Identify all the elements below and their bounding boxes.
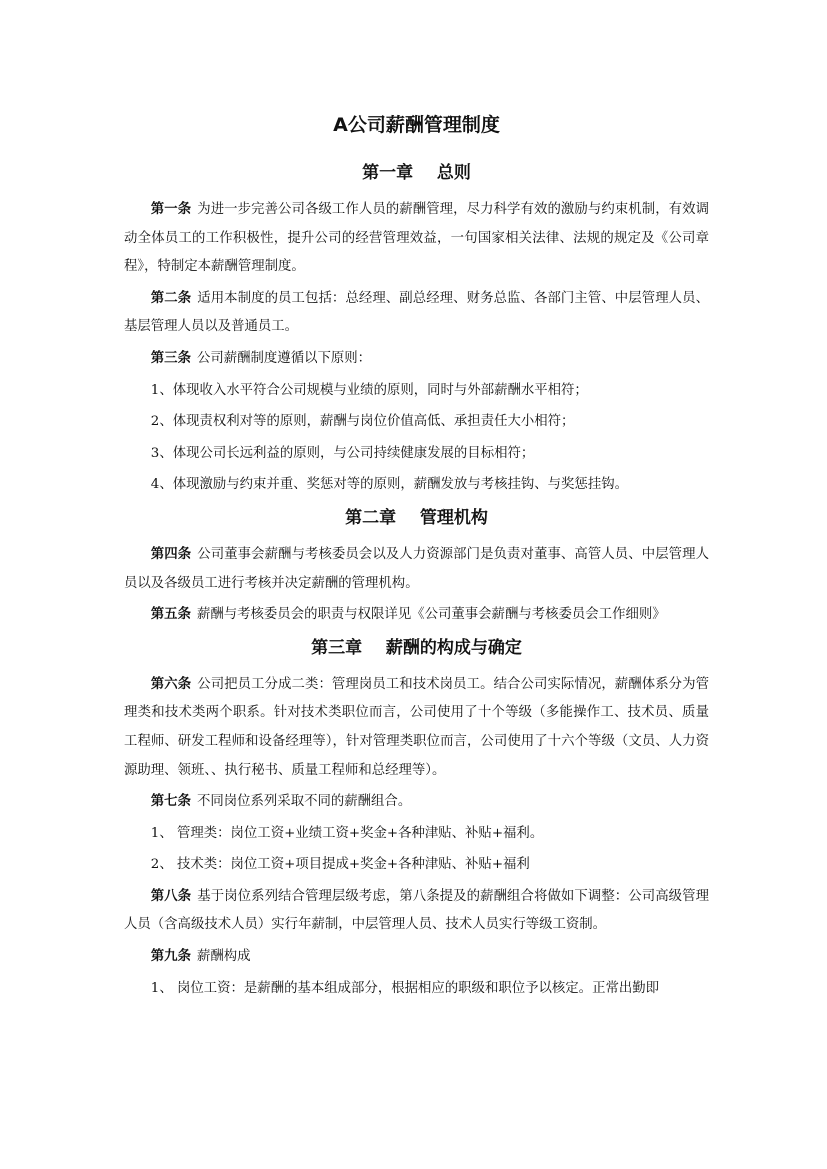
- article-3-item-3: 3、体现公司长远利益的原则，与公司持续健康发展的目标相符；: [150, 445, 535, 461]
- article-3-item-2: 2、体现责权利对等的原则，薪酬与岗位价值高低、承担责任大小相符；: [150, 414, 575, 430]
- chapter-heading-2: 第二章 管理机构: [345, 507, 488, 528]
- article-2: [124, 285, 709, 342]
- article-4-label: 第四条: [150, 546, 192, 562]
- article-7-item-1: 1、 管理类：岗位工资+业绩工资+奖金+各种津贴、补贴+福利。: [150, 825, 544, 841]
- article-8: [124, 883, 709, 940]
- article-9: [124, 943, 709, 972]
- article-3-item-4: 4、体现激励与约束并重、奖惩对等的原则，薪酬发放与考核挂钩、与奖惩挂钩。: [150, 477, 628, 493]
- article-7-label: 第七条: [150, 794, 191, 810]
- article-1: [124, 196, 709, 282]
- chapter-heading-1: 第一章 总则: [362, 163, 471, 183]
- article-4-text: 公司董事会薪酬与考核委员会以及人力资源部门是负责对董事、高管人员、中层管理人员以及各级员工进行考核并决定薪酬的管理机构。: [124, 546, 710, 591]
- article-5-text: 薪酬与考核委员会的职责与权限详见《公司董事会薪酬与考核委员会工作细则》: [196, 607, 666, 623]
- article-3-label: 第三条: [150, 350, 191, 366]
- article-3-item-1: 1、体现收入水平符合公司规模与业绩的原则，同时与外部薪酬水平相符；: [150, 382, 588, 398]
- article-3: [124, 345, 709, 374]
- article-4: [124, 541, 709, 598]
- article-7-item-2: 2、 技术类：岗位工资+项目提成+奖金+各种津贴、补贴+福利: [150, 857, 530, 873]
- article-8-text: 基于岗位系列结合管理层级考虑，第八条提及的薪酬组合将做如下调整：公司高级管理人员（含高级技术人员）实行年薪制，中层管理人员、技术人员实行等级工资制。: [124, 888, 710, 933]
- article-1-text: 为进一步完善公司各级工作人员的薪酬管理，尽力科学有效的激励与约束机制，有效调动全体员工的工作积极性，提升公司的经营管理效益，一句国家相关法律、法规的规定及《公司章程》，特制定本薪酬管理制度。: [124, 202, 710, 275]
- chapter-heading-3: 第三章 薪酬的构成与确定: [311, 637, 522, 658]
- article-6-label: 第六条: [150, 676, 192, 692]
- article-3-text: 公司薪酬制度遵循以下原则：: [196, 350, 372, 366]
- article-2-text: 适用本制度的员工包括：总经理、副总经理、财务总监、各部门主管、中层管理人员、基层管理人员以及普通员工。: [124, 290, 710, 335]
- article-6-text: 公司把员工分成二类：管理岗员工和技术岗员工。结合公司实际情况，薪酬体系分为管理类和技术类两个职系。针对技术类职位而言，公司使用了十个等级（多能操作工、技术员、质量工程师、研发工程师和设备经理等），针对管理类职位而言，公司使用了十六个等级（文员、人力资源助理、领班、、执行秘书、质量工程师和总经理等）。: [124, 676, 710, 778]
- article-2-label: 第二条: [150, 290, 192, 306]
- article-9-label: 第九条: [150, 949, 191, 965]
- article-9-text: 薪酬构成: [196, 949, 251, 965]
- article-1-label: 第一条: [150, 202, 192, 217]
- document-title: A公司薪酬管理制度: [333, 114, 500, 136]
- article-6: [124, 671, 709, 785]
- article-5-label: 第五条: [150, 607, 191, 623]
- article-9-item-1: 1、 岗位工资：是薪酬的基本组成部分，根据相应的职级和职位予以核定。正常出勤即: [150, 980, 660, 996]
- article-5: [124, 601, 709, 630]
- article-7: [124, 788, 709, 817]
- article-8-label: 第八条: [150, 888, 192, 904]
- article-7-text: 不同岗位系列采取不同的薪酬组合。: [196, 794, 412, 810]
